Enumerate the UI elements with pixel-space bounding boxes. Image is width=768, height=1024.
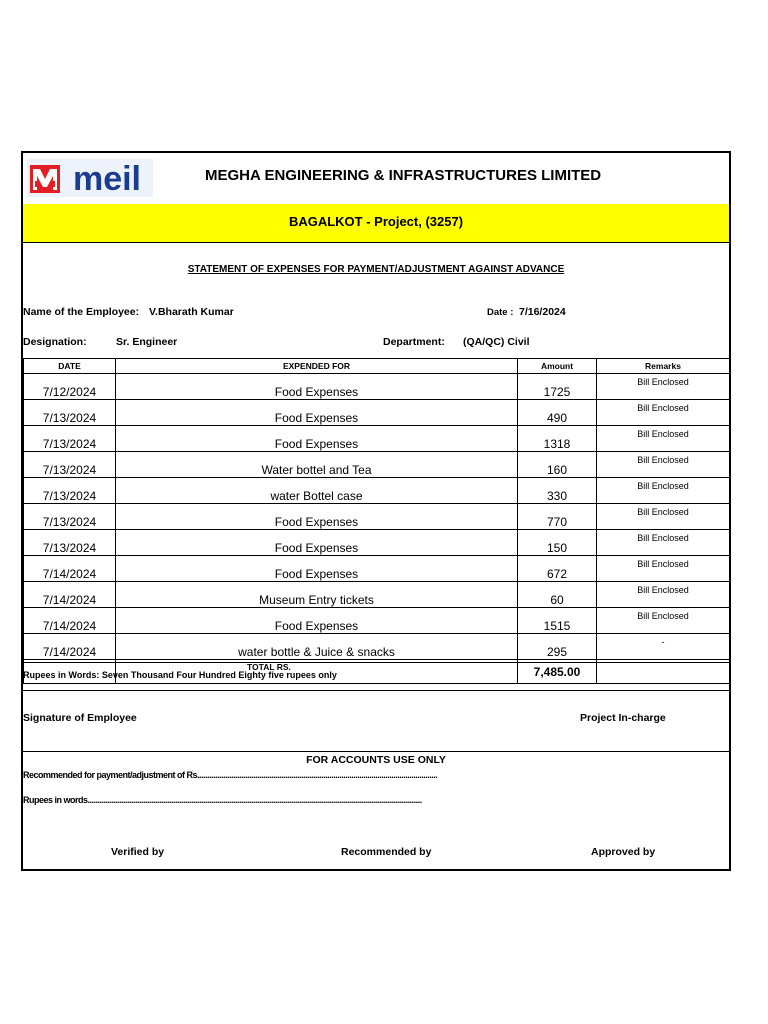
row-date: 7/13/2024 <box>24 452 116 478</box>
table-row <box>24 374 730 400</box>
row-expended-for: Food Expenses <box>116 556 518 582</box>
table-row <box>24 608 730 634</box>
meil-logo <box>27 159 153 197</box>
header-remarks: Remarks <box>597 359 730 374</box>
table-row <box>24 530 730 556</box>
table-row <box>24 426 730 452</box>
row-expended-for: Food Expenses <box>116 426 518 452</box>
table-row <box>24 582 730 608</box>
row-remarks: - <box>597 634 730 660</box>
row-amount: 1725 <box>518 374 597 400</box>
row-amount: 160 <box>518 452 597 478</box>
row-remarks: Bill Enclosed <box>597 556 730 582</box>
divider <box>23 662 729 663</box>
row-amount: 295 <box>518 634 597 660</box>
table-row <box>24 556 730 582</box>
row-amount: 490 <box>518 400 597 426</box>
row-remarks: Bill Enclosed <box>597 478 730 504</box>
row-date: 7/14/2024 <box>24 634 116 660</box>
row-remarks: Bill Enclosed <box>597 400 730 426</box>
row-expended-for: water Bottel case <box>116 478 518 504</box>
divider <box>23 690 729 691</box>
row-date: 7/13/2024 <box>24 426 116 452</box>
table-row <box>24 478 730 504</box>
company-name: MEGHA ENGINEERING & INFRASTRUCTURES LIMITED <box>205 167 602 184</box>
project-name: BAGALKOT - Project, (3257) <box>288 214 464 229</box>
row-expended-for: Water bottel and Tea <box>116 452 518 478</box>
expense-statement-sheet <box>21 151 731 871</box>
row-date: 7/14/2024 <box>24 582 116 608</box>
project-incharge-label: Project In-charge <box>580 712 666 724</box>
expense-table <box>23 358 730 684</box>
row-remarks: Bill Enclosed <box>597 374 730 400</box>
header-date: DATE <box>24 359 116 374</box>
table-row <box>24 400 730 426</box>
accounts-title: FOR ACCOUNTS USE ONLY <box>306 754 446 766</box>
row-date: 7/13/2024 <box>24 400 116 426</box>
row-remarks: Bill Enclosed <box>597 608 730 634</box>
table-row <box>24 452 730 478</box>
row-amount: 60 <box>518 582 597 608</box>
row-date: 7/12/2024 <box>24 374 116 400</box>
row-expended-for: Food Expenses <box>116 530 518 556</box>
row-amount: 1515 <box>518 608 597 634</box>
row-date: 7/14/2024 <box>24 556 116 582</box>
row-date: 7/13/2024 <box>24 530 116 556</box>
employee-name: V.Bharath Kumar <box>149 306 234 318</box>
row-amount: 770 <box>518 504 597 530</box>
row-expended-for: Food Expenses <box>116 374 518 400</box>
logo-wordmark: meil <box>72 160 142 197</box>
date-label: Date : <box>487 307 514 318</box>
designation-value: Sr. Engineer <box>116 336 178 348</box>
row-remarks: Bill Enclosed <box>597 452 730 478</box>
row-expended-for: Food Expenses <box>116 608 518 634</box>
table-row <box>24 634 730 660</box>
verified-by-label: Verified by <box>111 846 165 858</box>
employee-name-label: Name of the Employee: <box>23 306 140 318</box>
department-value: (QA/QC) Civil <box>463 336 530 348</box>
total-remarks-blank <box>597 660 730 684</box>
row-date: 7/13/2024 <box>24 504 116 530</box>
row-expended-for: Museum Entry tickets <box>116 582 518 608</box>
row-expended-for: water bottle & Juice & snacks <box>116 634 518 660</box>
row-date: 7/13/2024 <box>24 478 116 504</box>
row-amount: 150 <box>518 530 597 556</box>
project-band <box>23 204 729 243</box>
row-remarks: Bill Enclosed <box>597 530 730 556</box>
row-remarks: Bill Enclosed <box>597 582 730 608</box>
department-label: Department: <box>383 336 445 348</box>
designation-label: Designation: <box>23 336 87 348</box>
rupees-in-words: Rupees in Words: Seven Thousand Four Hundred Eighty five rupees only <box>23 670 337 680</box>
header-amount: Amount <box>518 359 597 374</box>
divider <box>23 751 729 752</box>
row-remarks: Bill Enclosed <box>597 426 730 452</box>
row-date: 7/14/2024 <box>24 608 116 634</box>
header-expended-for: EXPENDED FOR <box>116 359 518 374</box>
row-amount: 1318 <box>518 426 597 452</box>
recommended-by-label: Recommended by <box>341 846 432 858</box>
row-remarks: Bill Enclosed <box>597 504 730 530</box>
statement-date: 7/16/2024 <box>519 306 566 318</box>
table-header-row <box>24 359 730 374</box>
company-header <box>23 153 729 205</box>
approved-by-label: Approved by <box>591 846 656 858</box>
table-row <box>24 504 730 530</box>
statement-title: STATEMENT OF EXPENSES FOR PAYMENT/ADJUSTMENT AGAINST ADVANCE <box>187 264 565 275</box>
rupees-words-line: Rupees in words....................................................................................................................................................................... <box>23 795 422 805</box>
total-label: TOTAL RS. <box>116 660 518 684</box>
row-expended-for: Food Expenses <box>116 504 518 530</box>
total-value: 7,485.00 <box>518 660 597 684</box>
row-amount: 330 <box>518 478 597 504</box>
employee-signature-label: Signature of Employee <box>23 712 137 724</box>
row-expended-for: Food Expenses <box>116 400 518 426</box>
recommended-amount-line: Recommended for payment/adjustment of Rs........................................................................................................................ <box>23 770 438 780</box>
row-amount: 672 <box>518 556 597 582</box>
